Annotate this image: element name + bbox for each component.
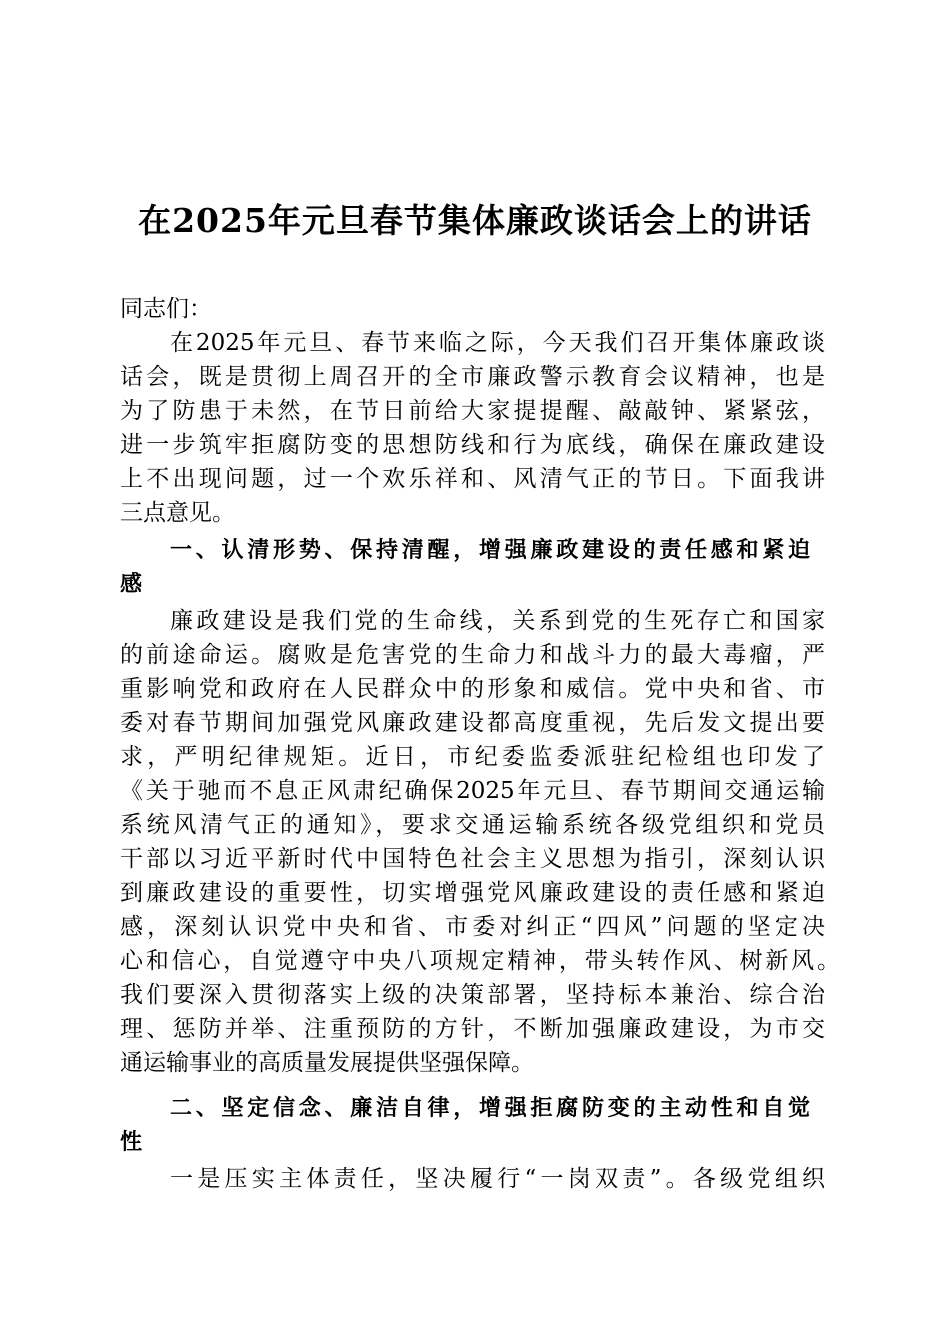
section1-heading: 感 (120, 572, 143, 597)
section1-line: 的前途命运。腐败是危害党的生命力和战斗力的最大毒瘤，严 (120, 642, 825, 668)
section2-heading: 性 (120, 1130, 143, 1155)
section2-heading: 二、坚定信念、廉洁自律，增强拒腐防变的主动性和自觉 (170, 1096, 810, 1121)
intro-line: 为了防患于未然，在节日前给大家提提醒、敲敲钟、紧紧弦， (120, 398, 825, 424)
section1-line: 系统风清气正的通知》，要求交通运输系统各级党组织和党员 (120, 812, 825, 838)
section1-line: 求，严明纪律规矩。近日，市纪委监委派驻纪检组也印发了 (120, 744, 825, 770)
intro-line: 话会，既是贯彻上周召开的全市廉政警示教育会议精神，也是 (120, 364, 825, 390)
section2-line: 一是压实主体责任，坚决履行“一岗双责”。各级党组织 (170, 1166, 825, 1192)
section1-line: 干部以习近平新时代中国特色社会主义思想为指引，深刻认识 (120, 846, 825, 872)
section1-line: 《关于驰而不息正风肃纪确保2025年元旦、春节期间交通运输 (120, 778, 825, 804)
intro-line: 进一步筑牢拒腐防变的思想防线和行为底线，确保在廉政建设 (120, 432, 825, 458)
section1-heading: 一、认清形势、保持清醒，增强廉政建设的责任感和紧迫 (170, 538, 810, 563)
section1-line: 我们要深入贯彻落实上级的决策部署，坚持标本兼治、综合治 (120, 982, 825, 1008)
document-title: 在2025年元旦春节集体廉政谈话会上的讲话 (138, 201, 812, 240)
section1-line: 心和信心，自觉遵守中央八项规定精神，带头转作风、树新风。 (120, 948, 840, 974)
section1-line: 通运输事业的高质量发展提供坚强保障。 (120, 1050, 534, 1076)
intro-line: 在2025年元旦、春节来临之际，今天我们召开集体廉政谈 (170, 330, 825, 356)
salutation: 同志们： (120, 296, 212, 322)
section1-line: 感，深刻认识党中央和省、市委对纠正“四风”问题的坚定决 (120, 914, 825, 940)
section1-line: 重影响党和政府在人民群众中的形象和威信。党中央和省、市 (120, 676, 825, 702)
section1-line: 到廉政建设的重要性，切实增强党风廉政建设的责任感和紧迫 (120, 880, 825, 906)
section1-line: 廉政建设是我们党的生命线，关系到党的生死存亡和国家 (170, 608, 825, 634)
section1-line: 委对春节期间加强党风廉政建设都高度重视，先后发文提出要 (120, 710, 825, 736)
section1-line: 理、惩防并举、注重预防的方针，不断加强廉政建设，为市交 (120, 1016, 825, 1042)
intro-line: 上不出现问题，过一个欢乐祥和、风清气正的节日。下面我讲 (120, 466, 825, 492)
intro-line: 三点意见。 (120, 500, 235, 526)
